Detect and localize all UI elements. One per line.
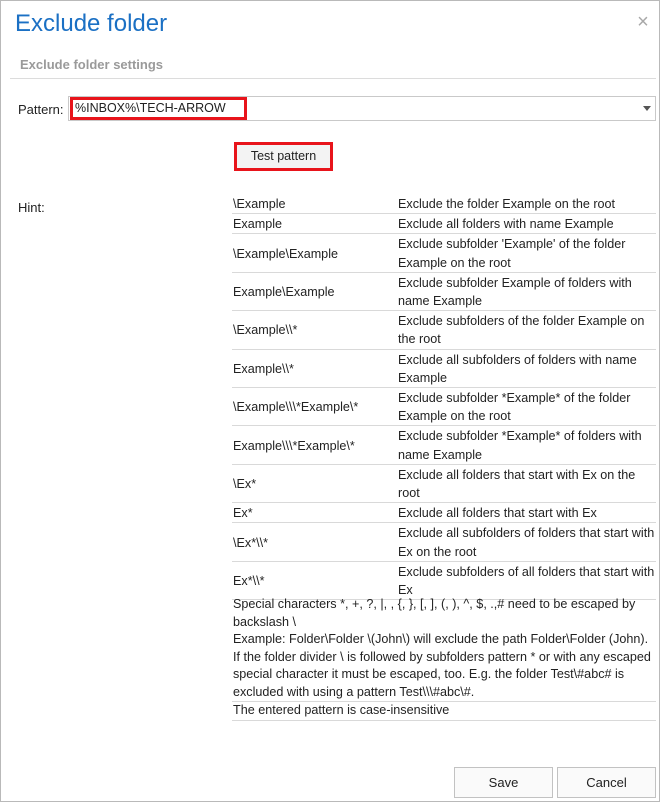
pattern-label: Pattern: (18, 102, 64, 117)
hint-description: Exclude subfolder 'Example' of the folder Example on the root (397, 234, 656, 272)
test-pattern-button[interactable]: Test pattern (234, 142, 333, 171)
hint-row (232, 561, 656, 599)
hint-description: Exclude the folder Example on the root (397, 194, 656, 214)
hint-row (232, 503, 656, 523)
section-divider (10, 78, 656, 79)
special-characters-note (232, 596, 656, 702)
hint-label: Hint: (18, 200, 45, 215)
hint-pattern: \Example\\* (232, 311, 397, 349)
hint-pattern: \Ex*\\* (232, 523, 397, 561)
section-title: Exclude folder settings (20, 57, 164, 72)
pattern-input[interactable]: %INBOX%\TECH-ARROW (70, 97, 247, 120)
hint-description: Exclude subfolder Example of folders with name Example (397, 272, 656, 310)
hint-row (232, 311, 656, 349)
hint-description: Exclude subfolder *Example* of folders with name Example (397, 426, 656, 464)
hint-pattern: Example\\* (232, 349, 397, 387)
hint-description: Exclude all subfolders of folders with name Example (397, 349, 656, 387)
hint-row (232, 234, 656, 272)
hint-row (232, 523, 656, 561)
hint-description: Exclude all folders that start with Ex (397, 503, 656, 523)
hint-description: Exclude subfolder *Example* of the folder Example on the root (397, 388, 656, 426)
hint-row (232, 214, 656, 234)
hint-row (232, 388, 656, 426)
hint-row (232, 194, 656, 214)
hint-pattern: Example (232, 214, 397, 234)
hint-pattern: Example\Example (232, 272, 397, 310)
hint-pattern: \Example\Example (232, 234, 397, 272)
hint-pattern: \Example (232, 194, 397, 214)
close-icon[interactable]: × (637, 11, 649, 33)
dialog-title: Exclude folder (15, 10, 168, 37)
hint-row (232, 464, 656, 502)
hint-row (232, 272, 656, 310)
hint-description: Exclude all subfolders of folders that start with Ex on the root (397, 523, 656, 561)
pattern-combobox[interactable] (68, 96, 656, 121)
special-note-text-2: Example: Folder\Folder \(John\) will exclude the path Folder\Folder (John). If the folder divider \ is followed by subfolders pattern * or with any escaped special character it must be escaped, too. E.g. the folder Test\#abc# is excluded with using a pattern Test\\\#abc\#. (233, 632, 651, 699)
hint-pattern: Ex*\\* (232, 561, 397, 599)
hint-row (232, 426, 656, 464)
hint-description: Exclude subfolders of all folders that start with Ex (397, 561, 656, 599)
chevron-down-icon[interactable] (643, 106, 651, 111)
hint-pattern: \Example\\\*Example\* (232, 388, 397, 426)
hint-row (232, 349, 656, 387)
hint-pattern: \Ex* (232, 464, 397, 502)
hint-description: Exclude subfolders of the folder Example on the root (397, 311, 656, 349)
cancel-button[interactable]: Cancel (557, 767, 656, 798)
hint-pattern: Ex* (232, 503, 397, 523)
hint-notes (232, 596, 656, 721)
hint-pattern: Example\\\*Example\* (232, 426, 397, 464)
case-note: The entered pattern is case-insensitive (232, 702, 656, 721)
hint-table (232, 194, 656, 600)
special-note-text-1: Special characters *, +, ?, |, , {, }, [, ], (, ), ^, $, .,# need to be escaped by backslash \ (233, 597, 636, 629)
save-button[interactable]: Save (454, 767, 553, 798)
hint-description: Exclude all folders with name Example (397, 214, 656, 234)
hint-description: Exclude all folders that start with Ex on the root (397, 464, 656, 502)
